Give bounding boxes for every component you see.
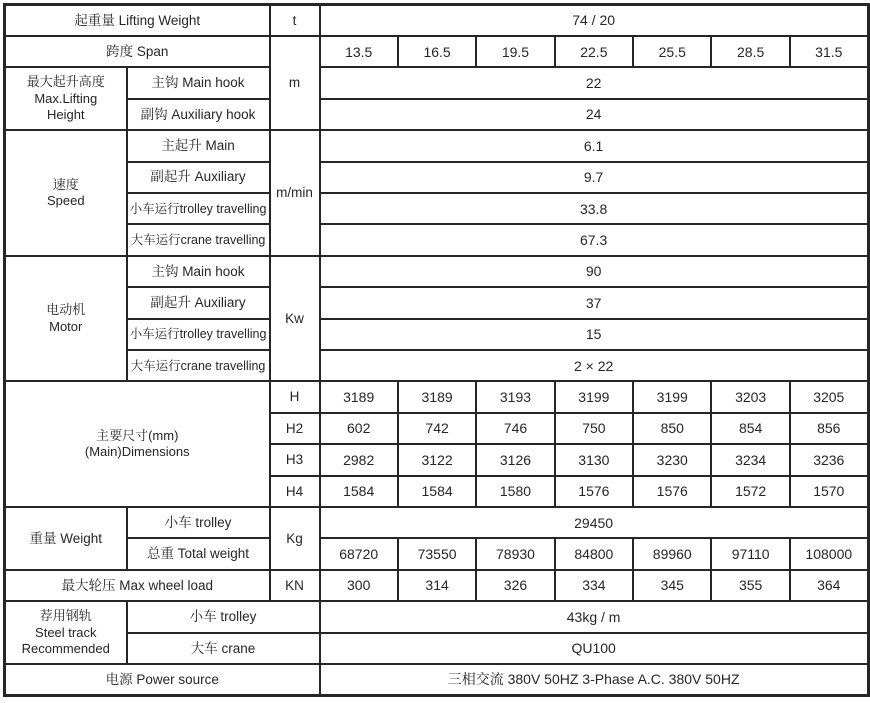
dimension-h-value: 3193 (476, 381, 554, 412)
label-line: 最大起升高度 (26, 74, 105, 90)
span-value: 28.5 (711, 36, 789, 67)
aux-hook-height-label: 副钩 Auxiliary hook (127, 99, 270, 130)
label-line: Recommended (21, 640, 110, 656)
speed-crane-label: 大车运行crane travelling (127, 224, 270, 255)
dimension-h4-value: 1572 (711, 476, 789, 507)
track-crane-value: QU100 (320, 633, 869, 664)
row-speed-main (5, 130, 869, 161)
dimension-h-value: 3205 (790, 381, 868, 412)
dimension-h3-value: 3236 (790, 444, 868, 475)
dimension-h2-value: 854 (711, 413, 789, 444)
dimension-h2-value: 750 (555, 413, 633, 444)
dimension-h3-value: 3234 (711, 444, 789, 475)
speed-main-label: 主起升 Main (127, 130, 270, 161)
power-source-value: 三相交流 380V 50HZ 3-Phase A.C. 380V 50HZ (320, 664, 869, 695)
track-trolley-label: 小车 trolley (127, 601, 320, 632)
dimension-h3-value: 3230 (633, 444, 711, 475)
weight-total-value: 73550 (398, 538, 476, 569)
dimension-h2-value: 742 (398, 413, 476, 444)
motor-aux-value: 37 (320, 287, 869, 318)
weight-total-label: 总重 Total weight (127, 538, 270, 569)
dimension-h2-value: 856 (790, 413, 868, 444)
row-power-source (5, 664, 869, 695)
label-line: (Main)Dimensions (84, 444, 190, 460)
span-height-unit: m (270, 36, 320, 130)
wheel-load-label: 最大轮压 Max wheel load (5, 570, 270, 601)
dimension-h3-value: 3122 (398, 444, 476, 475)
wheel-load-value: 314 (398, 570, 476, 601)
span-value: 19.5 (476, 36, 554, 67)
speed-group-label (5, 130, 127, 256)
dimension-h2-value: 850 (633, 413, 711, 444)
main-hook-height-label: 主钩 Main hook (127, 67, 270, 98)
label-line: 主要尺寸(mm) (96, 427, 179, 443)
power-source-label: 电源 Power source (5, 664, 320, 695)
label-line: Steel track (35, 624, 97, 640)
steel-track-group-label (5, 601, 127, 664)
row-motor-aux (5, 287, 869, 318)
row-motor-main (5, 256, 869, 287)
row-lifting-weight (5, 5, 869, 36)
motor-trolley-value: 15 (320, 319, 869, 350)
label-line: 荐用钢轨 (39, 608, 92, 624)
lifting-weight-value: 74 / 20 (320, 5, 869, 36)
wheel-load-unit: KN (270, 570, 320, 601)
span-value: 16.5 (398, 36, 476, 67)
span-value: 22.5 (555, 36, 633, 67)
dimensions-group-label (5, 381, 270, 507)
row-speed-aux (5, 162, 869, 193)
weight-trolley-label: 小车 trolley (127, 507, 270, 538)
row-span (5, 36, 869, 67)
row-speed-trolley (5, 193, 869, 224)
speed-trolley-label: 小车运行trolley travelling (127, 193, 270, 224)
weight-total-value: 89960 (633, 538, 711, 569)
weight-total-value: 78930 (476, 538, 554, 569)
row-wheel-load (5, 570, 869, 601)
motor-main-label: 主钩 Main hook (127, 256, 270, 287)
dimension-h-value: 3203 (711, 381, 789, 412)
motor-group-label (5, 256, 127, 382)
weight-group-label: 重量 Weight (5, 507, 127, 570)
lifting-height-group-label (5, 67, 127, 130)
row-dimension-h (5, 381, 869, 412)
crane-spec-sheet (3, 3, 867, 697)
dimension-h2-label: H2 (270, 413, 320, 444)
label-line: 电动机 (46, 302, 86, 318)
row-aux-hook-height (5, 99, 869, 130)
dimension-h-value: 3189 (320, 381, 398, 412)
speed-aux-label: 副起升 Auxiliary (127, 162, 270, 193)
track-trolley-value: 43kg / m (320, 601, 869, 632)
motor-unit: Kw (270, 256, 320, 382)
row-weight-total (5, 538, 869, 569)
row-track-crane (5, 633, 869, 664)
speed-crane-value: 67.3 (320, 224, 869, 255)
dimension-h3-label: H3 (270, 444, 320, 475)
dimension-h4-value: 1580 (476, 476, 554, 507)
row-motor-crane (5, 350, 869, 381)
span-value: 31.5 (790, 36, 868, 67)
motor-trolley-label: 小车运行trolley travelling (127, 319, 270, 350)
crane-spec-table (3, 3, 870, 697)
label-line: 速度 (52, 176, 79, 192)
label-line: Speed (46, 192, 85, 208)
weight-total-value: 108000 (790, 538, 868, 569)
wheel-load-value: 334 (555, 570, 633, 601)
dimension-h4-value: 1584 (320, 476, 398, 507)
wheel-load-value: 355 (711, 570, 789, 601)
dimension-h2-value: 602 (320, 413, 398, 444)
dimension-h-value: 3189 (398, 381, 476, 412)
speed-main-value: 6.1 (320, 130, 869, 161)
span-label: 跨度 Span (5, 36, 270, 67)
span-value: 13.5 (320, 36, 398, 67)
main-hook-height-value: 22 (320, 67, 869, 98)
track-crane-label: 大车 crane (127, 633, 320, 664)
label-line: Max.Lifting (34, 90, 98, 106)
wheel-load-value: 326 (476, 570, 554, 601)
row-track-trolley (5, 601, 869, 632)
lifting-weight-label: 起重量 Lifting Weight (5, 5, 270, 36)
dimension-h4-value: 1576 (633, 476, 711, 507)
speed-aux-value: 9.7 (320, 162, 869, 193)
dimension-h3-value: 2982 (320, 444, 398, 475)
row-speed-crane (5, 224, 869, 255)
motor-aux-label: 副起升 Auxiliary (127, 287, 270, 318)
speed-trolley-value: 33.8 (320, 193, 869, 224)
dimension-h3-value: 3126 (476, 444, 554, 475)
label-line: Height (46, 106, 85, 122)
dimension-h-value: 3199 (633, 381, 711, 412)
weight-total-value: 97110 (711, 538, 789, 569)
row-motor-trolley (5, 319, 869, 350)
wheel-load-value: 345 (633, 570, 711, 601)
dimension-h-label: H (270, 381, 320, 412)
dimension-h2-value: 746 (476, 413, 554, 444)
speed-unit: m/min (270, 130, 320, 256)
motor-crane-value: 2 × 22 (320, 350, 869, 381)
dimension-h4-label: H4 (270, 476, 320, 507)
motor-crane-label: 大车运行crane travelling (127, 350, 270, 381)
row-weight-trolley (5, 507, 869, 538)
span-value: 25.5 (633, 36, 711, 67)
dimension-h4-value: 1576 (555, 476, 633, 507)
row-main-hook-height (5, 67, 869, 98)
weight-total-value: 84800 (555, 538, 633, 569)
dimension-h-value: 3199 (555, 381, 633, 412)
dimension-h3-value: 3130 (555, 444, 633, 475)
lifting-weight-unit: t (270, 5, 320, 36)
dimension-h4-value: 1584 (398, 476, 476, 507)
weight-trolley-value: 29450 (320, 507, 869, 538)
weight-total-value: 68720 (320, 538, 398, 569)
wheel-load-value: 300 (320, 570, 398, 601)
label-line: Motor (49, 318, 83, 334)
weight-unit: Kg (270, 507, 320, 570)
dimension-h4-value: 1570 (790, 476, 868, 507)
aux-hook-height-value: 24 (320, 99, 869, 130)
motor-main-value: 90 (320, 256, 869, 287)
wheel-load-value: 364 (790, 570, 868, 601)
